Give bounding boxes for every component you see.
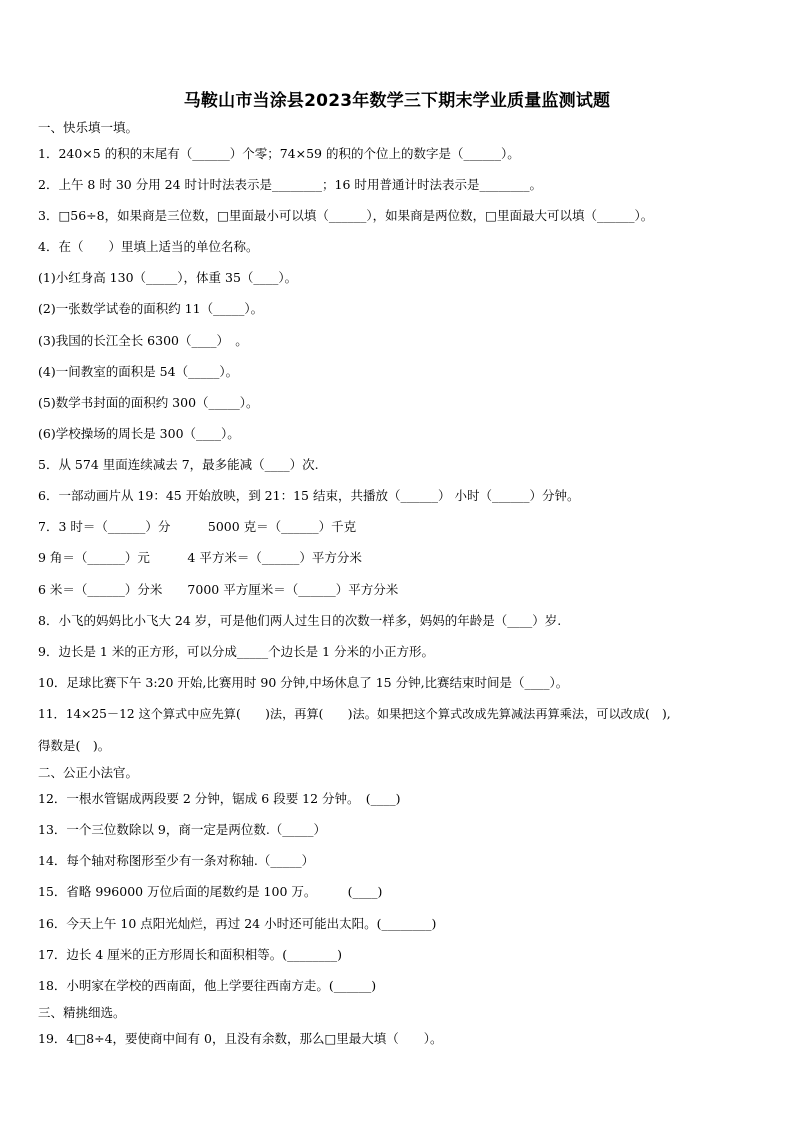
section-heading-3: 三、精挑细选。	[38, 1005, 126, 1020]
question-19: 19．4□8÷4，要使商中间有 0，且没有余数，那么□里最大填（ ）。	[38, 1031, 443, 1046]
question-11-cont: 得数是( )。	[38, 738, 111, 753]
question-8: 8．小飞的妈妈比小飞大 24 岁，可是他们两人过生日的次数一样多，妈妈的年龄是（____）岁.	[38, 613, 562, 628]
question-14: 14．每个轴对称图形至少有一条对称轴.（_____）	[38, 853, 315, 868]
section-heading-1: 一、快乐填一填。	[38, 120, 139, 135]
question-4-sub-4: (4)一间教室的面积是 54（_____）。	[38, 364, 239, 379]
question-4-sub-6: (6)学校操场的周长是 300（____）。	[38, 426, 240, 441]
question-4-sub-3: (3)我国的长江全长 6300（____） 。	[38, 333, 248, 348]
question-4-sub-2: (2)一张数学试卷的面积约 11（_____）。	[38, 301, 264, 316]
question-13: 13．一个三位数除以 9，商一定是两位数.（_____）	[38, 822, 327, 837]
question-9: 9．边长是 1 米的正方形，可以分成_____个边长是 1 分米的小正方形。	[38, 644, 435, 659]
question-12: 12．一根水管锯成两段要 2 分钟，锯成 6 段要 12 分钟。 (____)	[38, 791, 401, 806]
question-4: 4．在（ ）里填上适当的单位名称。	[38, 239, 259, 254]
question-15: 15．省略 996000 万位后面的尾数约是 100 万。 (____)	[38, 884, 383, 899]
question-7-row-2: 9 角＝（______）元 4 平方米＝（______）平方分米	[38, 550, 362, 565]
question-4-sub-5: (5)数学书封面的面积约 300（_____）。	[38, 395, 259, 410]
question-7-row-1: 7．3 时＝（______）分 5000 克＝（______）千克	[38, 519, 357, 534]
question-7-row-3: 6 米＝（______）分米 7000 平方厘米＝（______）平方分米	[38, 582, 399, 597]
question-1: 1．240×5 的积的末尾有（______）个零；74×59 的积的个位上的数字是（______）。	[38, 146, 520, 161]
question-16: 16．今天上午 10 点阳光灿烂，再过 24 小时还可能出太阳。(________)	[38, 916, 437, 931]
question-11: 11．14×25－12 这个算式中应先算( )法，再算( )法。如果把这个算式改成先算减法再算乘法，可以改成( ),	[38, 707, 671, 721]
question-17: 17．边长 4 厘米的正方形周长和面积相等。(________)	[38, 947, 343, 962]
question-18: 18．小明家在学校的西南面，他上学要往西南方走。(______)	[38, 978, 377, 993]
section-heading-2: 二、公正小法官。	[38, 765, 139, 780]
page-title: 马鞍山市当涂县2023年数学三下期末学业质量监测试题	[183, 91, 611, 111]
question-3: 3．□56÷8，如果商是三位数，□里面最小可以填（______），如果商是两位数，□里面最大可以填（______）。	[38, 208, 654, 223]
question-10: 10．足球比赛下午 3:20 开始,比赛用时 90 分钟,中场休息了 15 分钟,比赛结束时间是（____）。	[38, 675, 569, 690]
question-6: 6．一部动画片从 19：45 开始放映，到 21：15 结束，共播放（______） 小时（______）分钟。	[38, 488, 580, 503]
question-2: 2．上午 8 时 30 分用 24 时计时法表示是________；16 时用普通计时法表示是________。	[38, 177, 542, 192]
question-4-sub-1: (1)小红身高 130（_____），体重 35（____）。	[38, 270, 298, 285]
question-5: 5．从 574 里面连续减去 7，最多能减（____）次.	[38, 457, 319, 472]
